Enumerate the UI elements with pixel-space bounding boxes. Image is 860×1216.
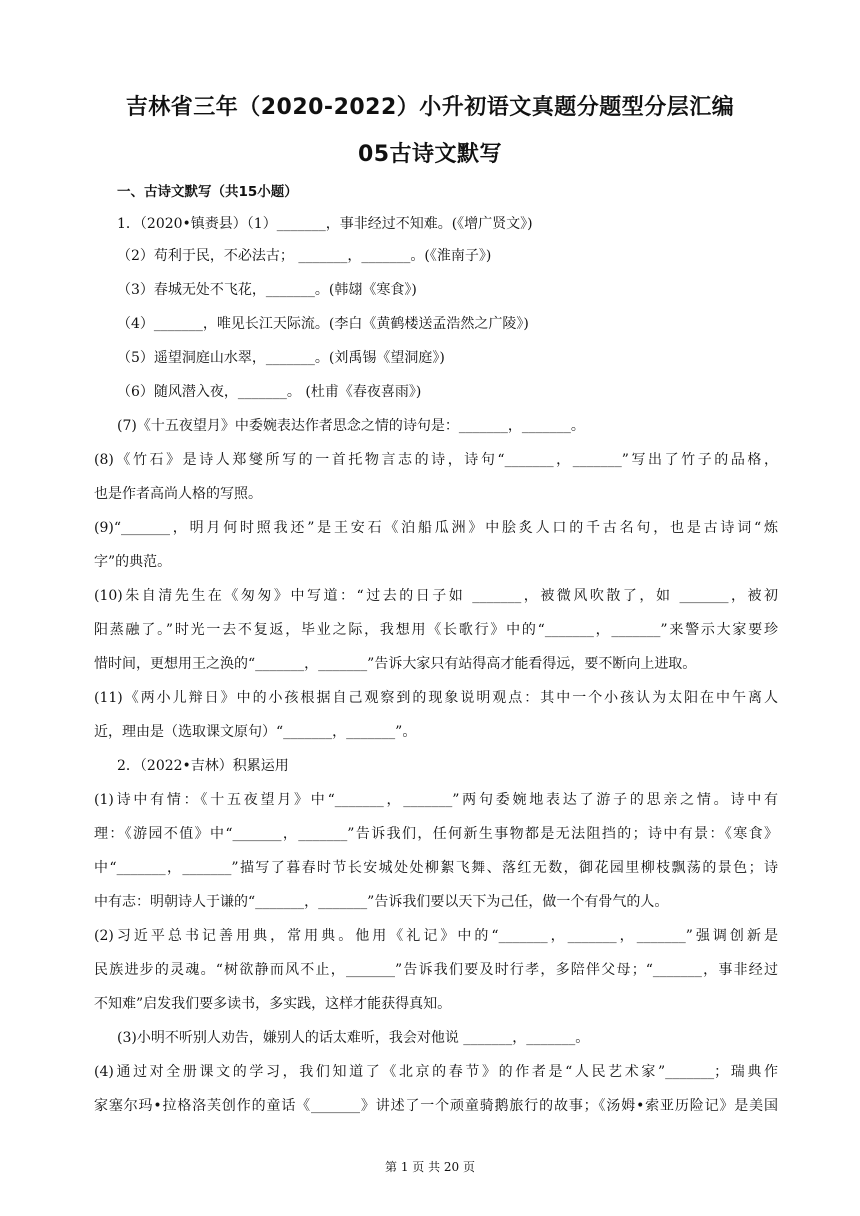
question-1-part-11-cont: 近，理由是（选取课文原句）“_______，_______”。 <box>94 724 417 740</box>
question-1-part-8: (8)《竹石》是诗人郑燮所写的一首托物言志的诗，诗句“_______，_______”写出了竹子的品格， <box>94 452 778 468</box>
question-1-part-11: (11)《两小儿辩日》中的小孩根据自己观察到的现象说明观点：其中一个小孩认为太阳在中午离人 <box>94 690 778 706</box>
question-1-line: 1．（2020•镇赉县）（1）_______，事非经过不知难。(《增广贤文》) <box>117 216 533 232</box>
question-1-part-10-cont: 阳蒸融了。”时光一去不复返，毕业之际，我想用《长歌行》中的“_______，_______”来警示大家要珍 <box>94 622 778 638</box>
question-2-part-1-cont: 理：《游园不值》中“_______，_______”告诉我们，任何新生事物都是无法阻挡的；诗中有景：《寒食》 <box>94 826 778 842</box>
section-heading: 一、古诗文默写（共15小题） <box>117 184 298 200</box>
question-1-part-5: （5）遥望洞庭山水翠，_______。(刘禹锡《望洞庭》) <box>117 350 445 366</box>
document-subtitle: 05古诗文默写 <box>357 142 503 167</box>
question-2-part-2-cont2: 不知难”启发我们要多读书，多实践，这样才能获得真知。 <box>94 996 452 1012</box>
question-1-part-2: （2）苟利于民，不必法古； _______，_______。(《淮南子》) <box>117 248 492 264</box>
question-1-part-3: （3）春城无处不飞花，_______。(韩翃《寒食》) <box>117 282 417 298</box>
question-1-part-8-cont: 也是作者高尚人格的写照。 <box>94 486 262 502</box>
question-2-part-1-cont2: 中“_______，_______”描写了暮春时节长安城处处柳絮飞舞、落红无数，御花园里柳枝飘荡的景色；诗 <box>94 860 778 876</box>
question-2-line: 2．（2022•吉林）积累运用 <box>117 758 289 774</box>
question-2-part-1-cont3: 中有志：明朝诗人于谦的“_______，_______”告诉我们要以天下为己任，做一个有骨气的人。 <box>94 894 669 910</box>
question-2-part-4: (4)通过对全册课文的学习，我们知道了《北京的春节》的作者是“人民艺术家”_______；瑞典作 <box>94 1064 778 1080</box>
question-1-part-9: (9)“_______，明月何时照我还”是王安石《泊船瓜洲》中脍炙人口的千古名句，也是古诗词“炼 <box>94 520 778 536</box>
question-2-part-2: (2)习近平总书记善用典，常用典。他用《礼记》中的“_______，_______，_______”强调创新是 <box>94 928 778 944</box>
question-1-part-4: （4）_______，唯见长江天际流。(李白《黄鹤楼送孟浩然之广陵》) <box>117 316 529 332</box>
question-1-part-6: （6）随风潜入夜，_______。 (杜甫《春夜喜雨》) <box>117 384 422 400</box>
question-2-part-4-cont: 家塞尔玛•拉格洛芙创作的童话《_______》讲述了一个顽童骑鹅旅行的故事；《汤姆•索亚历险记》是美国 <box>94 1098 778 1114</box>
question-1-part-7: (7)《十五夜望月》中委婉表达作者思念之情的诗句是：_______，_______。 <box>117 418 585 434</box>
question-2-part-3: (3)小明不听别人劝告，嫌别人的话太难听，我会对他说 _______，_______。 <box>117 1030 590 1046</box>
question-2-part-2-cont: 民族进步的灵魂。“树欲静而风不止，_______”告诉我们要及时行孝，多陪伴父母；“_______，事非经过 <box>94 962 778 978</box>
question-1-part-10-cont2: 惜时间，更想用王之涣的“_______，_______”告诉大家只有站得高才能看得远，要不断向上进取。 <box>94 656 697 672</box>
document-title: 吉林省三年（2020-2022）小升初语文真题分题型分层汇编 <box>125 95 735 120</box>
question-2-part-1: (1)诗中有情：《十五夜望月》中“_______，_______”两句委婉地表达了游子的思亲之情。诗中有 <box>94 792 778 808</box>
question-1-part-9-cont: 字”的典范。 <box>94 554 172 570</box>
question-1-part-10: (10)朱自清先生在《匆匆》中写道：“过去的日子如 _______，被微风吹散了，如 _______，被初 <box>94 588 778 604</box>
page-number-footer: 第 1 页 共 20 页 <box>385 1160 475 1174</box>
